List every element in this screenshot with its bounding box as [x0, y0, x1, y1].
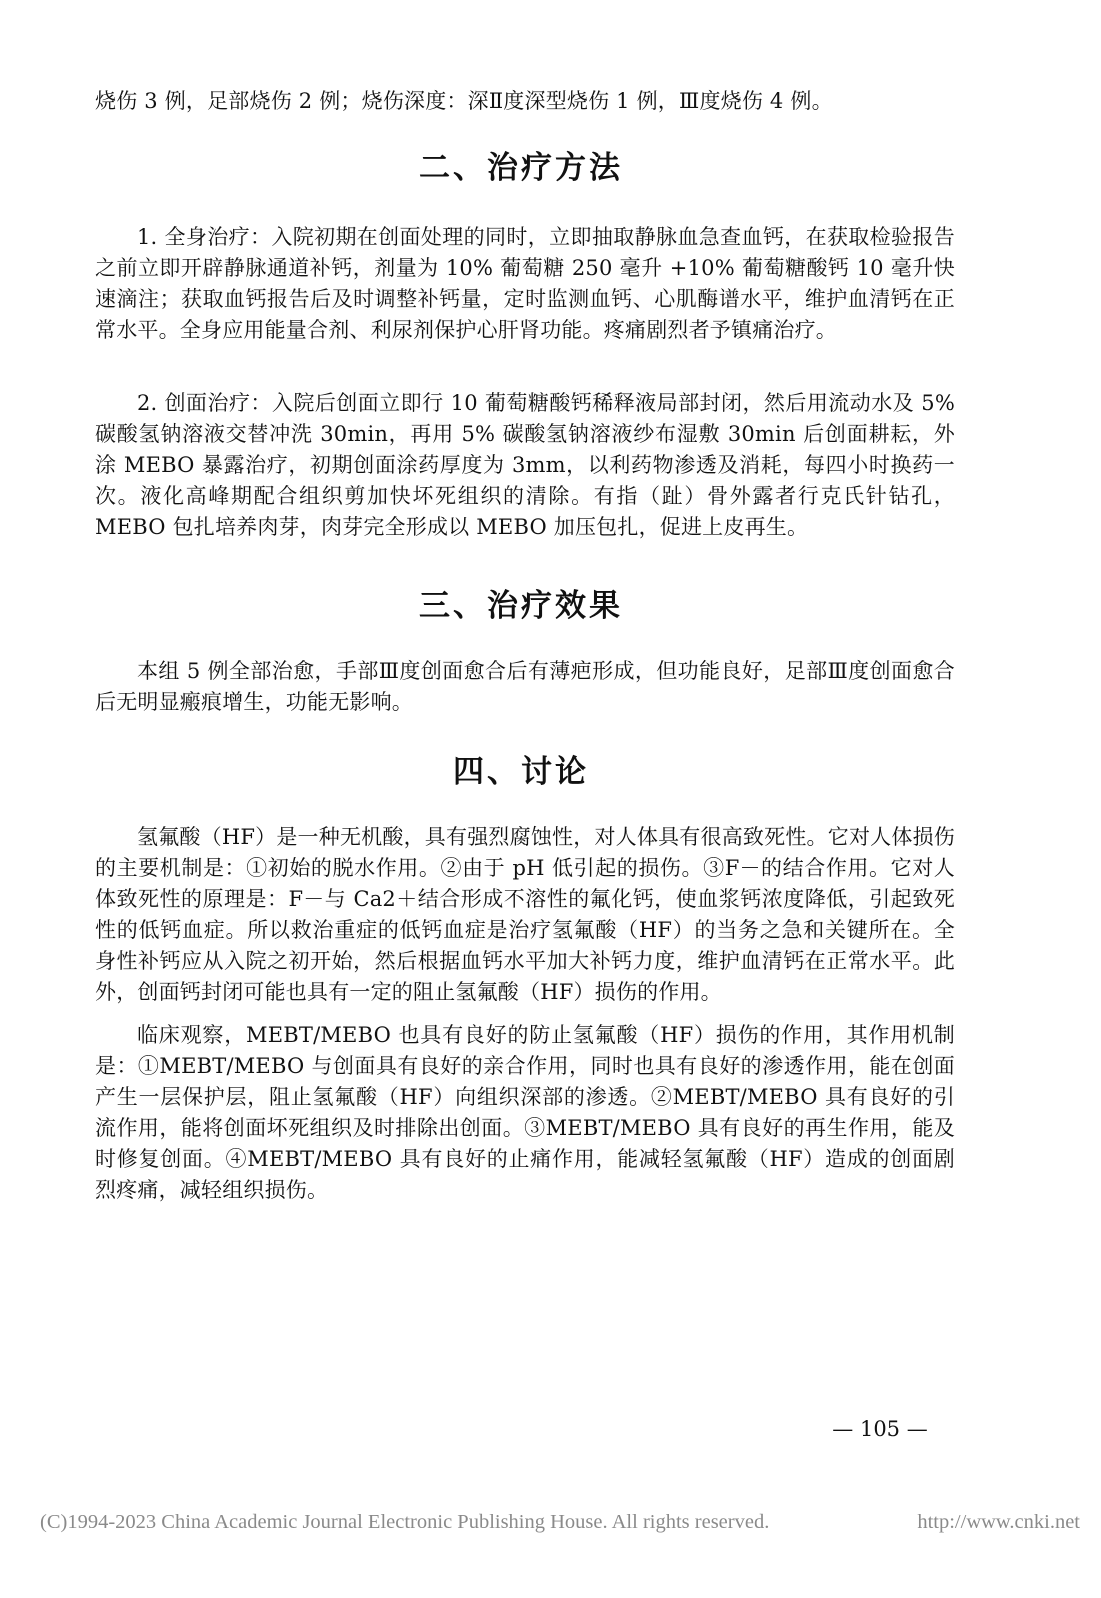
paragraph-wound-treatment: 2. 创面治疗：入院后创面立即行 10 葡萄糖酸钙稀释液局部封闭，然后用流动水及 5% 碳酸氢钠溶液交替冲洗 30min，再用 5% 碳酸氢钠溶液纱布湿敷 30min 后创面耕耘，外涂 MEBO 暴露治疗，初期创面涂药厚度为 3mm，以利药物渗透及消耗，每四小时换药一次。液化高峰期配合组织剪加快坏死组织的清除。有指（趾）骨外露者行克氏针钻孔，MEBO 包扎培养肉芽，肉芽完全形成以 MEBO 加压包扎，促进上皮再生。 — [95, 391, 955, 539]
page-number: — 105 — — [832, 1417, 928, 1441]
section-title-treatment-results: 三、治疗效果 — [419, 588, 623, 624]
copyright-footer — [40, 1508, 1080, 1536]
paragraph-discussion-hf: 氢氟酸（HF）是一种无机酸，具有强烈腐蚀性，对人体具有很高致死性。它对人体损伤的主要机制是：①初始的脱水作用。②由于 pH 低引起的损伤。③F－的结合作用。它对人体致死性的原理是：F－与 Ca2＋结合形成不溶性的氟化钙，使血浆钙浓度降低，引起致死性的低钙血症。所以救治重症的低钙血症是治疗氢氟酸（HF）的当务之急和关键所在。全身性补钙应从入院之初开始，然后根据血钙水平加大补钙力度，维护血清钙在正常水平。此外，创面钙封闭可能也具有一定的阻止氢氟酸（HF）损伤的作用。 — [95, 825, 955, 1004]
section-title-discussion: 四、讨论 — [453, 754, 589, 790]
paragraph-results: 本组 5 例全部治愈，手部Ⅲ度创面愈合后有薄疤形成，但功能良好，足部Ⅲ度创面愈合后无明显瘢痕增生，功能无影响。 — [95, 659, 955, 714]
paragraph-systemic-treatment: 1. 全身治疗：入院初期在创面处理的同时，立即抽取静脉血急查血钙，在获取检验报告之前立即开辟静脉通道补钙，剂量为 10% 葡萄糖 250 毫升 +10% 葡萄糖酸钙 10 毫升快速滴注；获取血钙报告后及时调整补钙量，定时监测血钙、心肌酶谱水平，维护血清钙在正常水平。全身应用能量合剂、利尿剂保护心肝肾功能。疼痛剧烈者予镇痛治疗。 — [95, 225, 955, 342]
opening-paragraph: 烧伤 3 例，足部烧伤 2 例；烧伤深度：深Ⅱ度深型烧伤 1 例，Ⅲ度烧伤 4 例。 — [95, 89, 833, 113]
paragraph-discussion-mebo: 临床观察，MEBT/MEBO 也具有良好的防止氢氟酸（HF）损伤的作用，其作用机制是：①MEBT/MEBO 与创面具有良好的亲合作用，同时也具有良好的渗透作用，能在创面产生一层保护层，阻止氢氟酸（HF）向组织深部的渗透。②MEBT/MEBO 具有良好的引流作用，能将创面坏死组织及时排除出创面。③MEBT/MEBO 具有良好的再生作用，能及时修复创面。④MEBT/MEBO 具有良好的止痛作用，能减轻氢氟酸（HF）造成的创面剧烈疼痛，减轻组织损伤。 — [95, 1023, 955, 1202]
section-title-treatment-method: 二、治疗方法 — [419, 150, 623, 186]
cnki-url-link[interactable]: http://www.cnki.net — [917, 1511, 1080, 1533]
copyright-notice: (C)1994-2023 China Academic Journal Electronic Publishing House. All rights reserved. — [40, 1511, 770, 1533]
